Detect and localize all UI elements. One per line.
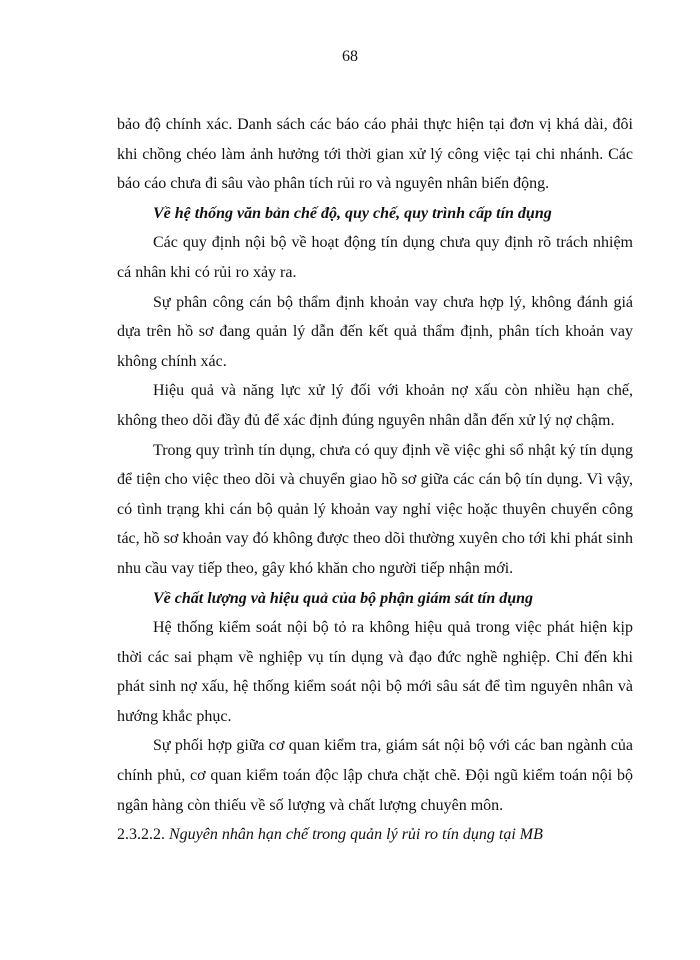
paragraph-coordination: Sự phối hợp giữa cơ quan kiểm tra, giám sát nội bộ với các ban ngành của chính phủ, cơ quan kiểm toán độc lập chưa chặt chẽ. Đội ngũ kiểm toán nội bộ ngân hàng còn thiếu về số lượng và chất lượng chuyên môn. (117, 737, 633, 814)
paragraph-continuation: bảo độ chính xác. Danh sách các báo cáo phải thực hiện tại đơn vị khá dài, đôi khi chồng chéo làm ảnh hưởng tới thời gian xử lý công việc tại chi nhánh. Các báo cáo chưa đi sâu vào phân tích rủi ro và nguyên nhân biến động. (117, 116, 633, 193)
heading-supervision-quality: Về chất lượng và hiệu quả của bộ phận giám sát tín dụng (153, 589, 534, 607)
paragraph-internal-rules: Các quy định nội bộ về hoạt động tín dụng chưa quy định rõ trách nhiệm cá nhân khi có rủi ro xảy ra. (117, 234, 633, 281)
paragraph-credit-process: Trong quy trình tín dụng, chưa có quy định về việc ghi sổ nhật ký tín dụng để tiện cho việc theo dõi và chuyển giao hồ sơ giữa các cán bộ tín dụng. Vì vậy, có tình trạng khi cán bộ quản lý khoản vay nghỉ việc hoặc thuyên chuyển công tác, hồ sơ khoản vay đó không được theo dõi thường xuyên cho tới khi phát sinh nhu cầu vay tiếp theo, gây khó khăn cho người tiếp nhận mới. (117, 441, 633, 577)
page-number: 68 (342, 48, 358, 65)
heading-credit-regulations: Về hệ thống văn bản chế độ, quy chế, quy trình cấp tín dụng (153, 204, 552, 222)
paragraph-bad-debt-handling: Hiệu quả và năng lực xử lý đối với khoản nợ xấu còn nhiều hạn chế, không theo dõi đầy đủ để xác định đúng nguyên nhân dẫn đến xử lý nợ chậm. (117, 382, 633, 429)
subsection-heading (117, 820, 633, 850)
subsection-title: Nguyên nhân hạn chế trong quản lý rủi ro tín dụng tại MB (165, 826, 543, 844)
document-body (117, 110, 633, 850)
paragraph-internal-control: Hệ thống kiểm soát nội bộ tỏ ra không hiệu quả trong việc phát hiện kịp thời các sai phạm về nghiệp vụ tín dụng và đạo đức nghề nghiệp. Chỉ đến khi phát sinh nợ xấu, hệ thống kiểm soát nội bộ mới sâu sát để tìm nguyên nhân và hướng khắc phục. (117, 619, 633, 725)
paragraph-staff-assignment: Sự phân công cán bộ thẩm định khoản vay chưa hợp lý, không đánh giá dựa trên hồ sơ đang quản lý dẫn đến kết quả thẩm định, phân tích khoản vay không chính xác. (117, 293, 633, 370)
subsection-number: 2.3.2.2. (117, 826, 165, 844)
